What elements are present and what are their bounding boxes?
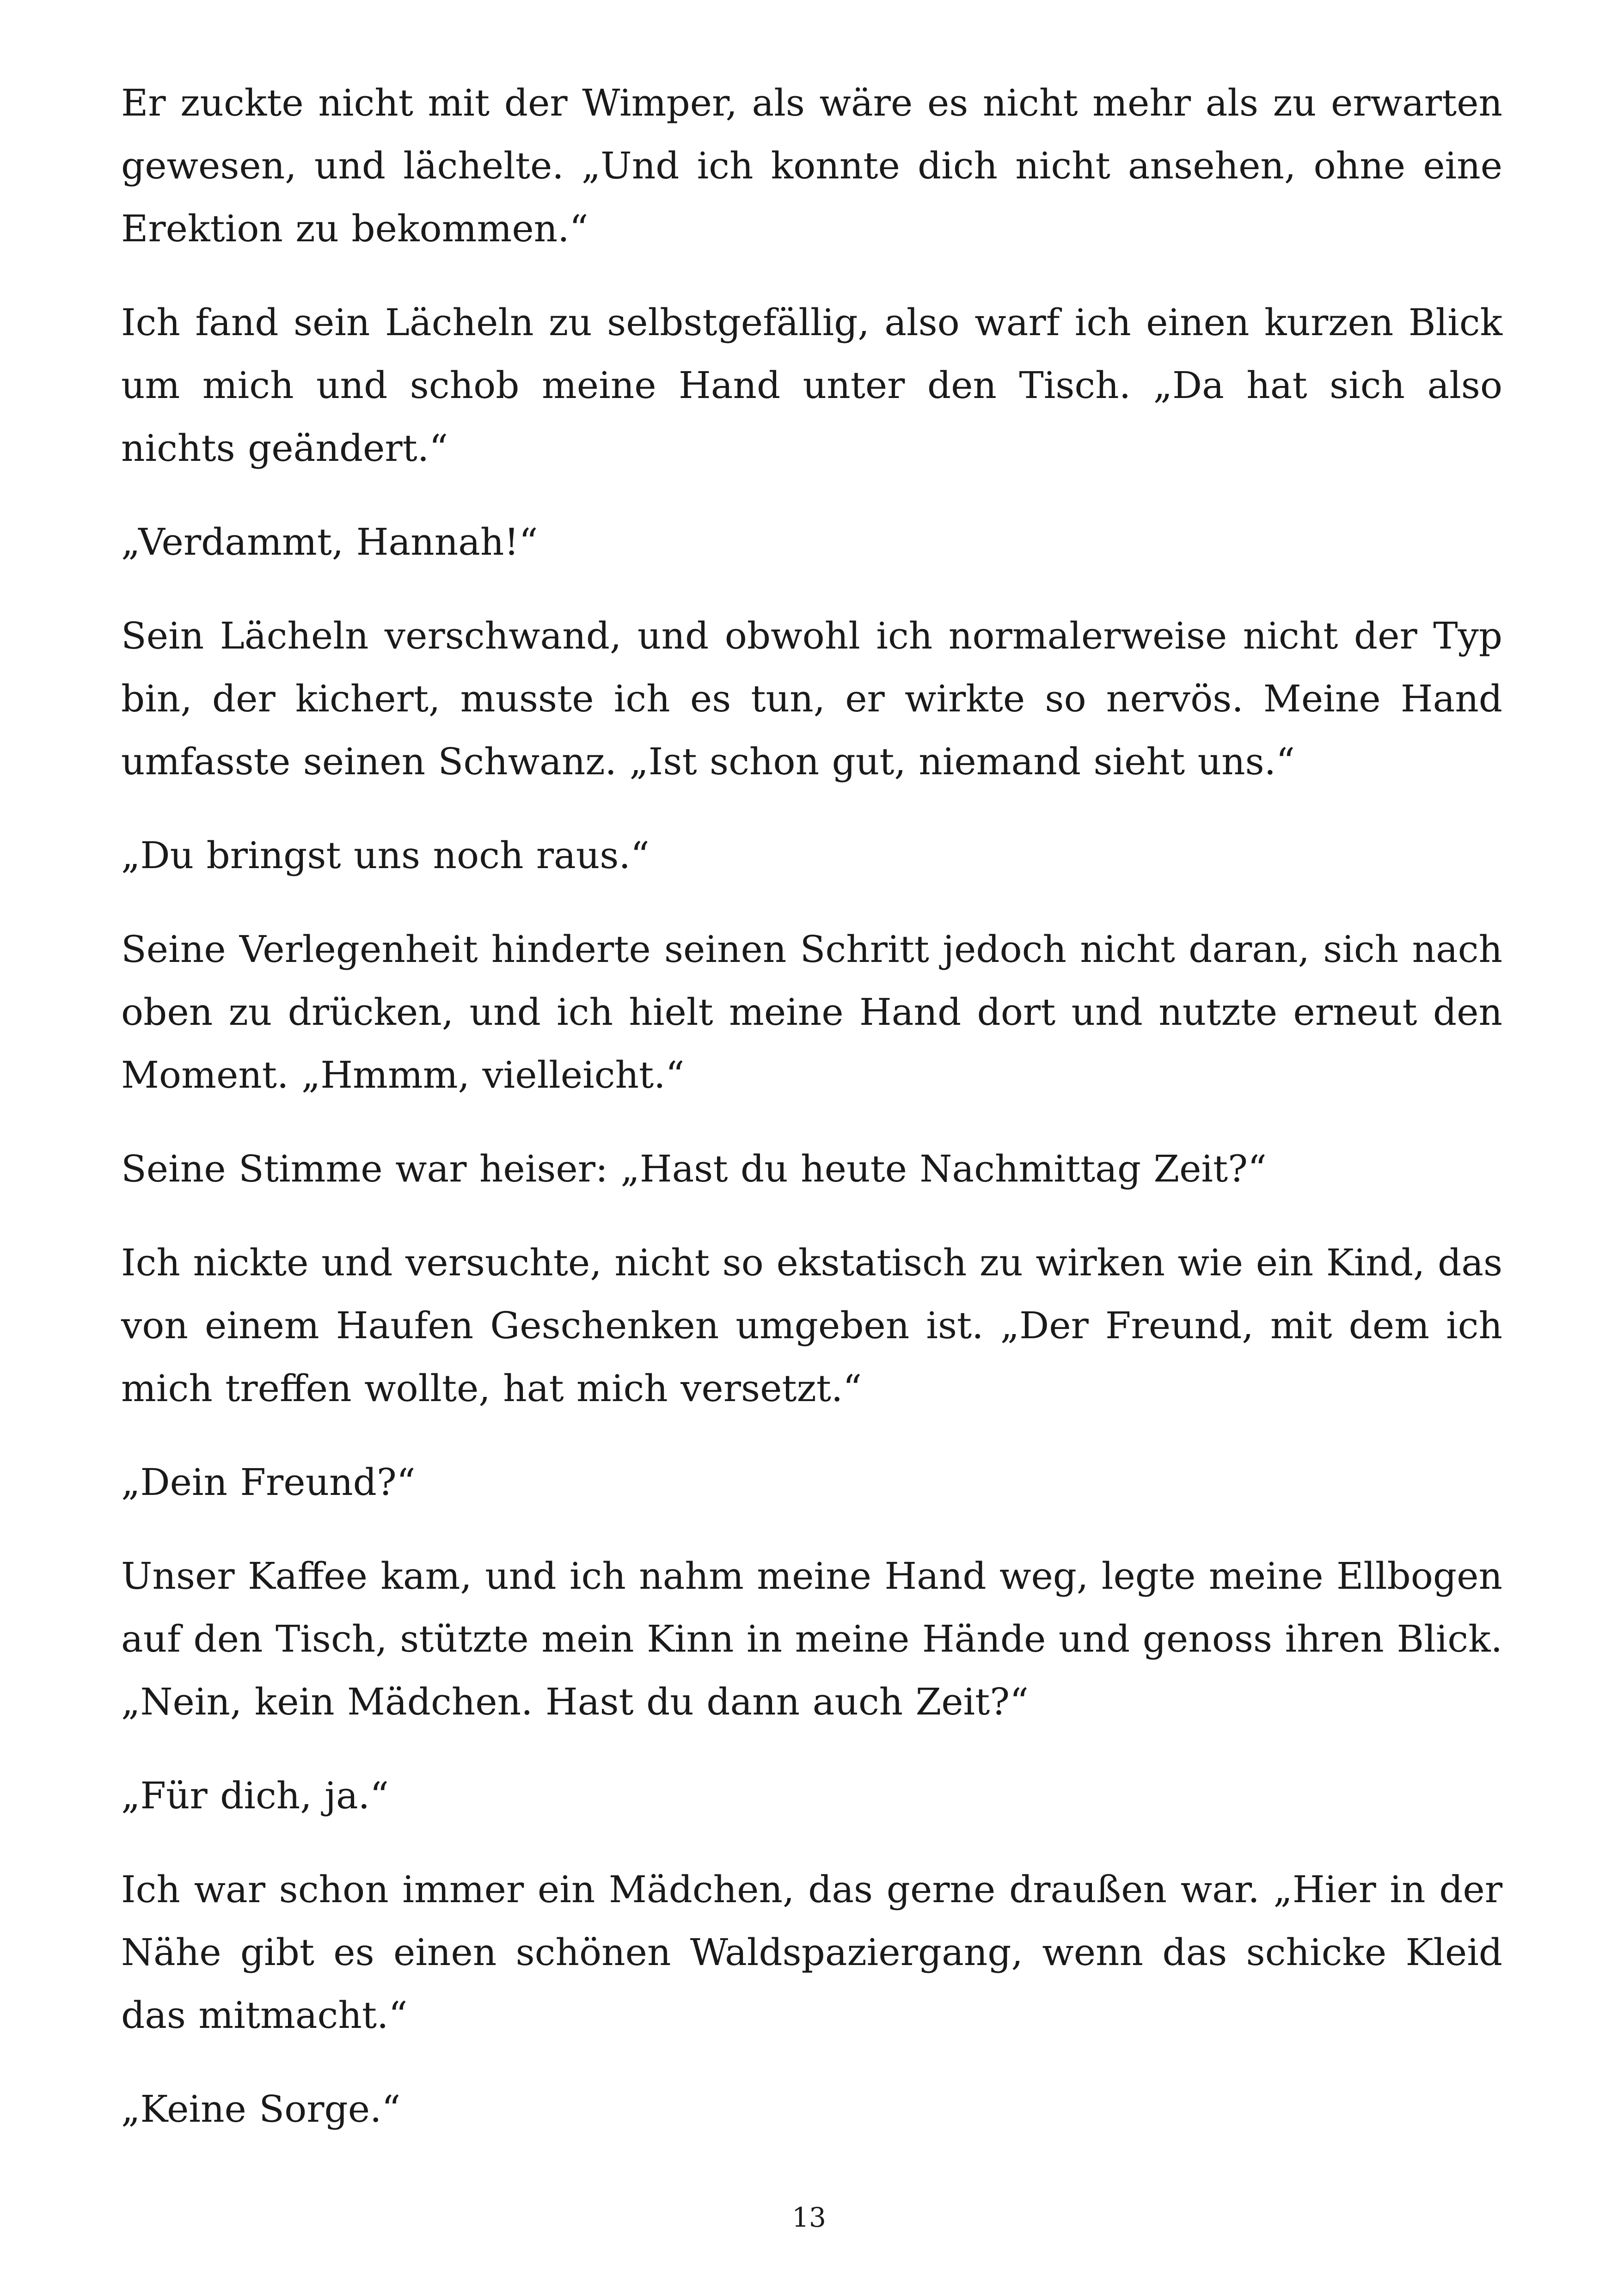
paragraph: Ich fand sein Lächeln zu selbstgefällig, also warf ich einen kurzen Blick um mich und schob meine Hand unter den Tisch. „Da hat sich also nichts geändert.“ <box>121 301 1502 470</box>
paragraph: Seine Stimme war heiser: „Hast du heute Nachmittag Zeit?“ <box>121 1147 1267 1190</box>
paragraph: Seine Verlegenheit hinderte seinen Schritt jedoch nicht daran, sich nach oben zu drücken, und ich hielt meine Hand dort und nutzte erneut den Moment. „Hmmm, vielleicht.“ <box>121 928 1502 1096</box>
paragraph: „Verdammt, Hannah!“ <box>121 520 538 563</box>
paragraph: Ich nickte und versuchte, nicht so ekstatisch zu wirken wie ein Kind, das von einem Haufen Geschenken umgeben ist. „Der Freund, mit dem ich mich treffen wollte, hat mich versetzt.“ <box>121 1241 1502 1410</box>
body-text <box>121 72 1502 2172</box>
paragraph: Ich war schon immer ein Mädchen, das gerne draußen war. „Hier in der Nähe gibt es einen schönen Waldspaziergang, wenn das schicke Kleid das mitmacht.“ <box>121 1868 1502 2037</box>
paragraph: Unser Kaffee kam, und ich nahm meine Hand weg, legte meine Ellbogen auf den Tisch, stützte mein Kinn in meine Hände und genoss ihren Blick. „Nein, kein Mädchen. Hast du dann auch Zeit?“ <box>121 1555 1502 1723</box>
paragraph: „Dein Freund?“ <box>121 1461 416 1504</box>
paragraph: „Für dich, ja.“ <box>121 1774 389 1817</box>
paragraph: „Keine Sorge.“ <box>121 2088 401 2131</box>
paragraph: Sein Lächeln verschwand, und obwohl ich normalerweise nicht der Typ bin, der kichert, musste ich es tun, er wirkte so nervös. Meine Hand umfasste seinen Schwanz. „Ist schon gut, niemand sieht uns.“ <box>121 614 1502 783</box>
page-number: 13 <box>792 2202 826 2233</box>
paragraph: Er zuckte nicht mit der Wimper, als wäre es nicht mehr als zu erwarten gewesen, und lächelte. „Und ich konnte dich nicht ansehen, ohne eine Erektion zu bekommen.“ <box>121 81 1502 250</box>
paragraph: „Du bringst uns noch raus.“ <box>121 834 650 877</box>
